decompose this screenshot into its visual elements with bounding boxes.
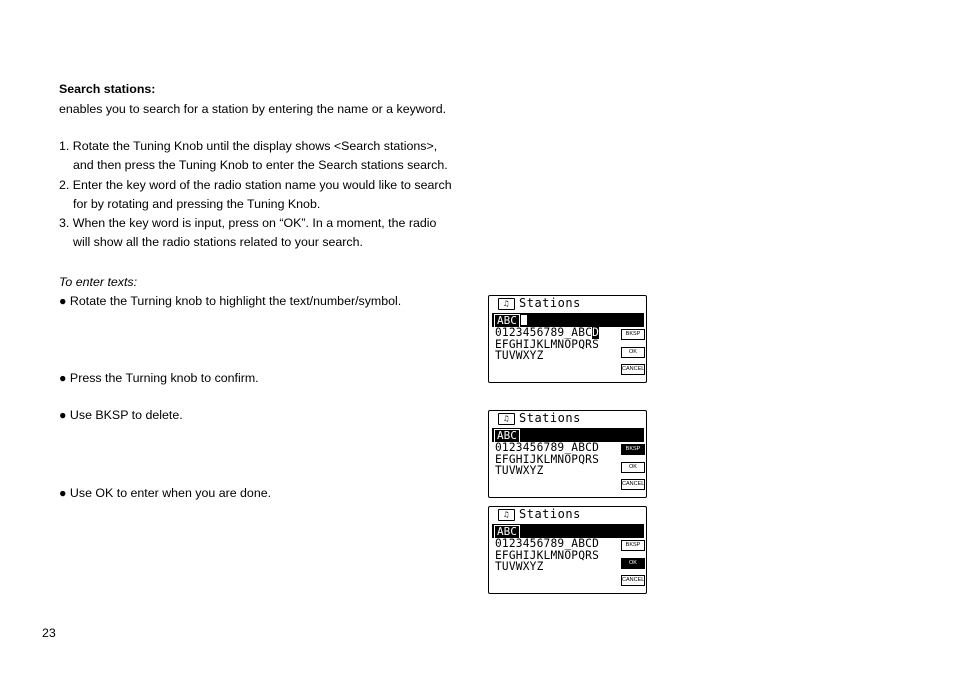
lcd-input-field — [492, 524, 644, 538]
lcd-row-3: TUVWXYZ — [495, 349, 544, 362]
lcd-char-grid — [495, 442, 599, 477]
step-1-line-1: 1. Rotate the Tuning Knob until the display shows <Search stations>, — [59, 139, 438, 153]
lcd-input-field — [492, 428, 644, 442]
lcd-title: Stations — [519, 296, 581, 310]
lcd-ok-button: OK — [621, 347, 645, 358]
lcd-row-2: EFGHIJKLMNOPQRS — [495, 337, 600, 351]
music-note-icon: ♫ — [498, 509, 515, 521]
lcd-input-field — [492, 313, 644, 327]
step-3-line-1: 3. When the key word is input, press on “OK”. In a moment, the radio — [59, 216, 437, 230]
lcd-row-3: TUVWXYZ — [495, 560, 544, 573]
music-note-icon: ♫ — [498, 413, 515, 425]
lcd-cancel-button: CANCEL — [621, 575, 645, 586]
lcd-char-grid — [495, 327, 599, 362]
music-note-icon: ♫ — [498, 298, 515, 310]
lcd-ok-button: OK — [621, 558, 645, 569]
lcd-header — [498, 508, 581, 521]
lcd-char-grid — [495, 538, 599, 573]
section-heading: Search stations: — [59, 82, 156, 96]
lcd-row-3: TUVWXYZ — [495, 464, 544, 477]
lcd-ok-button: OK — [621, 462, 645, 473]
bullet-rotate: ● Rotate the Turning knob to highlight the text/number/symbol. — [59, 294, 402, 308]
bullet-confirm: ● Press the Turning knob to confirm. — [59, 371, 259, 385]
lcd-screen-ok — [488, 506, 647, 594]
lcd-input-text: ABC — [494, 314, 520, 328]
step-2-line-2: for by rotating and pressing the Tuning Knob. — [73, 197, 321, 211]
lcd-input-text: ABC — [494, 525, 520, 539]
lcd-bksp-button: BKSP — [621, 444, 645, 455]
step-3-line-2: will show all the radio stations related to your search. — [73, 235, 363, 249]
lcd-cursor — [521, 315, 527, 325]
lcd-row-1: 0123456789_ABCD — [495, 537, 600, 550]
bullet-ok: ● Use OK to enter when you are done. — [59, 486, 272, 500]
bullet-bksp: ● Use BKSP to delete. — [59, 408, 183, 422]
lcd-row-2: EFGHIJKLMNOPQRS — [495, 548, 600, 562]
lcd-cancel-button: CANCEL — [621, 364, 645, 375]
lcd-row-1: 0123456789_ABC — [495, 326, 593, 339]
lcd-row-1: 0123456789_ABCD — [495, 441, 600, 454]
lcd-input-text: ABC — [494, 429, 520, 443]
lcd-title: Stations — [519, 411, 581, 425]
step-2-line-1: 2. Enter the key word of the radio station name you would like to search — [59, 178, 452, 192]
page-number: 23 — [42, 626, 56, 640]
intro-text: enables you to search for a station by entering the name or a keyword. — [59, 102, 447, 116]
lcd-cancel-button: CANCEL — [621, 479, 645, 490]
lcd-bksp-button: BKSP — [621, 329, 645, 340]
step-1-line-2: and then press the Tuning Knob to enter the Search stations search. — [73, 158, 448, 172]
lcd-screen-highlight — [488, 295, 647, 383]
lcd-bksp-button: BKSP — [621, 540, 645, 551]
lcd-title: Stations — [519, 507, 581, 521]
lcd-highlighted-char: D — [592, 326, 600, 339]
lcd-header — [498, 412, 581, 425]
enter-texts-title: To enter texts: — [59, 275, 138, 289]
lcd-screen-bksp — [488, 410, 647, 498]
lcd-header — [498, 297, 581, 310]
lcd-row-2: EFGHIJKLMNOPQRS — [495, 452, 600, 466]
